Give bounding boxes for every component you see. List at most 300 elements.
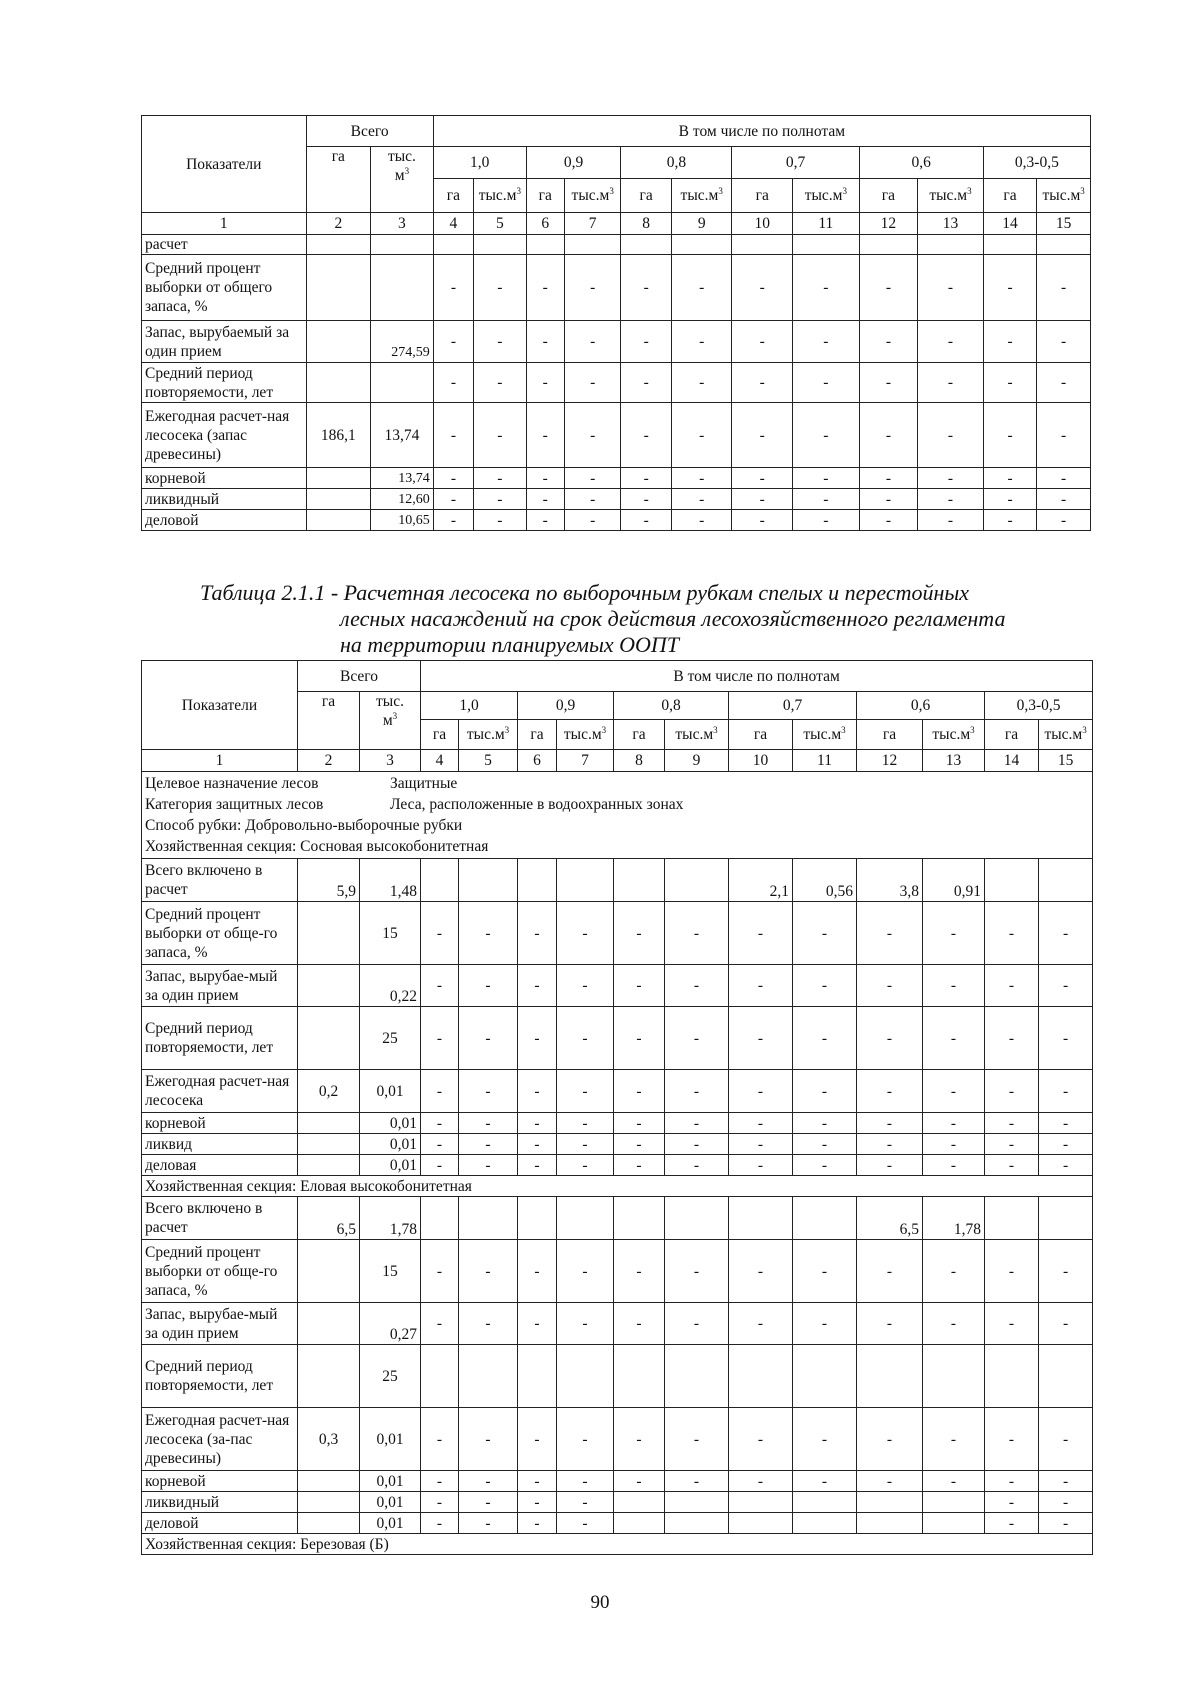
empty-dash: -: [985, 1303, 1039, 1345]
header-ha: га: [518, 720, 557, 750]
empty-dash: -: [732, 363, 793, 403]
table-row: корневой 0,01 - - - - - - - - - - - -: [142, 1471, 1093, 1492]
empty-dash: -: [985, 1408, 1039, 1471]
density-label: 1,0: [433, 147, 526, 179]
empty-dash: -: [614, 902, 665, 965]
header-ha: га: [526, 179, 564, 213]
empty-dash: -: [459, 1492, 518, 1513]
table-header: [142, 116, 1091, 235]
empty-dash: -: [729, 1113, 793, 1134]
empty-dash: -: [564, 468, 621, 489]
empty-dash: -: [1039, 1113, 1093, 1134]
empty-dash: -: [671, 489, 732, 510]
empty-dash: -: [732, 255, 793, 321]
header-ha: га: [298, 692, 360, 750]
empty-dash: -: [474, 321, 526, 363]
empty-dash: -: [671, 510, 732, 531]
caption-line: на территории планируемых ООПТ: [340, 632, 680, 657]
empty-dash: -: [518, 902, 557, 965]
empty-dash: -: [732, 510, 793, 531]
empty-dash: -: [433, 363, 473, 403]
table-row: Всего включено в расчет 5,9 1,48 2,1 0,56 3,8 0,91: [142, 859, 1093, 902]
empty-dash: -: [1039, 902, 1093, 965]
empty-dash: -: [923, 1070, 985, 1113]
empty-dash: -: [433, 321, 473, 363]
density-label: 0,6: [857, 692, 985, 720]
header-total: Всего: [298, 661, 421, 692]
empty-dash: -: [918, 255, 984, 321]
empty-dash: -: [621, 510, 671, 531]
empty-dash: -: [1037, 321, 1091, 363]
empty-dash: -: [474, 468, 526, 489]
header-thous-m3: $тыс.м^3$: [1039, 720, 1093, 750]
empty-dash: -: [985, 1134, 1039, 1155]
empty-dash: -: [459, 965, 518, 1007]
empty-dash: -: [793, 468, 860, 489]
header-ha: га: [306, 147, 371, 213]
empty-dash: -: [518, 1007, 557, 1070]
table-row: расчет: [142, 235, 1091, 255]
empty-dash: -: [729, 1070, 793, 1113]
column-number: 2: [306, 213, 371, 235]
empty-dash: -: [1039, 1240, 1093, 1303]
header-thous-m3: $тыс.м^3$: [474, 179, 526, 213]
empty-dash: -: [614, 1070, 665, 1113]
empty-dash: -: [557, 1492, 614, 1513]
column-number: 12: [857, 750, 923, 772]
table-row: Ежегодная расчет-ная лесосека (запас древесины) 186,1 13,74 - - - - - - - - - - - -: [142, 403, 1091, 468]
table-row: ликвидный 0,01 - - - - - -: [142, 1492, 1093, 1513]
column-number: 6: [526, 213, 564, 235]
empty-dash: -: [614, 1134, 665, 1155]
empty-dash: -: [421, 1007, 459, 1070]
header-total: Всего: [306, 116, 433, 147]
empty-dash: -: [729, 965, 793, 1007]
empty-dash: -: [518, 1303, 557, 1345]
column-number: 2: [298, 750, 360, 772]
empty-dash: -: [564, 363, 621, 403]
empty-dash: -: [1037, 363, 1091, 403]
empty-dash: -: [665, 1007, 729, 1070]
empty-dash: -: [859, 468, 918, 489]
empty-dash: -: [474, 403, 526, 468]
empty-dash: -: [859, 403, 918, 468]
empty-dash: -: [671, 468, 732, 489]
density-label: 0,8: [621, 147, 732, 179]
empty-dash: -: [474, 489, 526, 510]
forest-table-continuation: [141, 115, 1091, 531]
empty-dash: -: [665, 1240, 729, 1303]
empty-dash: -: [433, 468, 473, 489]
column-number: 4: [433, 213, 473, 235]
header-ha: га: [857, 720, 923, 750]
empty-dash: -: [859, 489, 918, 510]
empty-dash: -: [729, 902, 793, 965]
empty-dash: -: [518, 965, 557, 1007]
empty-dash: -: [732, 468, 793, 489]
table-header: [142, 661, 1093, 772]
empty-dash: -: [729, 1007, 793, 1070]
empty-dash: -: [557, 1007, 614, 1070]
empty-dash: -: [923, 1471, 985, 1492]
empty-dash: -: [665, 1155, 729, 1176]
empty-dash: -: [793, 1070, 857, 1113]
empty-dash: -: [983, 363, 1036, 403]
empty-dash: -: [665, 902, 729, 965]
empty-dash: -: [985, 1155, 1039, 1176]
header-thous-m3: $тыс.м^3$: [1037, 179, 1091, 213]
empty-dash: -: [793, 255, 860, 321]
table-row: деловой 0,01 - - - - - -: [142, 1513, 1093, 1534]
empty-dash: -: [923, 965, 985, 1007]
empty-dash: -: [918, 510, 984, 531]
column-number: 15: [1037, 213, 1091, 235]
empty-dash: -: [923, 1113, 985, 1134]
empty-dash: -: [421, 1471, 459, 1492]
density-label: 0,9: [526, 147, 621, 179]
empty-dash: -: [857, 1007, 923, 1070]
table-body: [142, 772, 1093, 1555]
empty-dash: -: [557, 1113, 614, 1134]
empty-dash: -: [732, 321, 793, 363]
empty-dash: -: [923, 1408, 985, 1471]
empty-dash: -: [518, 1113, 557, 1134]
empty-dash: -: [421, 1134, 459, 1155]
column-number: 10: [732, 213, 793, 235]
empty-dash: -: [983, 510, 1036, 531]
empty-dash: -: [665, 1134, 729, 1155]
empty-dash: -: [665, 1303, 729, 1345]
header-indicators: Показатели: [142, 661, 298, 750]
empty-dash: -: [564, 403, 621, 468]
empty-dash: -: [518, 1408, 557, 1471]
empty-dash: -: [985, 1492, 1039, 1513]
empty-dash: -: [793, 965, 857, 1007]
empty-dash: -: [1037, 403, 1091, 468]
header-ha: га: [433, 179, 473, 213]
empty-dash: -: [526, 255, 564, 321]
empty-dash: -: [985, 1240, 1039, 1303]
column-number: 12: [859, 213, 918, 235]
density-label: 0,8: [614, 692, 729, 720]
empty-dash: -: [857, 1408, 923, 1471]
empty-dash: -: [671, 255, 732, 321]
empty-dash: -: [459, 1155, 518, 1176]
empty-dash: -: [614, 1155, 665, 1176]
table-row: Запас, вырубаемый за один прием 274,59 - - - - - - - - - - - -: [142, 321, 1091, 363]
empty-dash: -: [614, 1471, 665, 1492]
empty-dash: -: [459, 1007, 518, 1070]
column-number: 8: [621, 213, 671, 235]
empty-dash: -: [518, 1134, 557, 1155]
column-number: 9: [671, 213, 732, 235]
empty-dash: -: [564, 489, 621, 510]
column-number: 10: [729, 750, 793, 772]
empty-dash: -: [665, 1471, 729, 1492]
column-number: 15: [1039, 750, 1093, 772]
empty-dash: -: [1039, 965, 1093, 1007]
caption-line: лесных насаждений на срок действия лесохозяйственного регламента: [340, 606, 1006, 631]
empty-dash: -: [857, 1303, 923, 1345]
empty-dash: -: [459, 1471, 518, 1492]
empty-dash: -: [985, 1007, 1039, 1070]
header-ha: га: [621, 179, 671, 213]
empty-dash: -: [671, 363, 732, 403]
empty-dash: -: [421, 1408, 459, 1471]
empty-dash: -: [421, 1070, 459, 1113]
empty-dash: -: [857, 1113, 923, 1134]
empty-dash: -: [918, 468, 984, 489]
table-row: корневой 13,74 - - - - - - - - - - - -: [142, 468, 1091, 489]
empty-dash: -: [857, 1240, 923, 1303]
empty-dash: -: [985, 902, 1039, 965]
empty-dash: -: [421, 1303, 459, 1345]
empty-dash: -: [421, 1240, 459, 1303]
table-row: Запас, вырубае-мый за один прием 0,27 - - - - - - - - - - - -: [142, 1303, 1093, 1345]
density-label: 1,0: [421, 692, 518, 720]
empty-dash: -: [459, 1113, 518, 1134]
table-row: Всего включено в расчет 6,5 1,78 6,5 1,78: [142, 1197, 1093, 1240]
empty-dash: -: [526, 321, 564, 363]
empty-dash: -: [459, 1134, 518, 1155]
empty-dash: -: [793, 1303, 857, 1345]
empty-dash: -: [459, 1070, 518, 1113]
column-number: 7: [564, 213, 621, 235]
column-number: 14: [983, 213, 1036, 235]
empty-dash: -: [923, 1240, 985, 1303]
empty-dash: -: [793, 1240, 857, 1303]
table-row: деловая 0,01 - - - - - - - - - - - -: [142, 1155, 1093, 1176]
empty-dash: -: [665, 1070, 729, 1113]
table-row: Средний процент выборки от общего запаса, % - - - - - - - - - - - -: [142, 255, 1091, 321]
empty-dash: -: [1037, 489, 1091, 510]
column-number: 8: [614, 750, 665, 772]
column-number: 1: [142, 750, 298, 772]
empty-dash: -: [857, 1155, 923, 1176]
empty-dash: -: [923, 902, 985, 965]
empty-dash: -: [671, 321, 732, 363]
empty-dash: -: [526, 403, 564, 468]
empty-dash: -: [665, 1408, 729, 1471]
empty-dash: -: [857, 1134, 923, 1155]
table-body: [142, 235, 1091, 531]
empty-dash: -: [564, 255, 621, 321]
empty-dash: -: [614, 1240, 665, 1303]
empty-dash: -: [459, 1303, 518, 1345]
empty-dash: -: [793, 1408, 857, 1471]
empty-dash: -: [621, 321, 671, 363]
empty-dash: -: [729, 1408, 793, 1471]
header-ha: га: [859, 179, 918, 213]
empty-dash: -: [526, 363, 564, 403]
empty-dash: -: [923, 1155, 985, 1176]
empty-dash: -: [729, 1155, 793, 1176]
empty-dash: -: [793, 1007, 857, 1070]
table-caption: [200, 580, 1100, 658]
column-number: 9: [665, 750, 729, 772]
column-number: 7: [557, 750, 614, 772]
empty-dash: -: [421, 902, 459, 965]
empty-dash: -: [983, 468, 1036, 489]
header-by-density: В том числе по полнотам: [421, 661, 1093, 692]
empty-dash: -: [729, 1240, 793, 1303]
empty-dash: -: [421, 1113, 459, 1134]
empty-dash: -: [621, 489, 671, 510]
density-label: 0,6: [859, 147, 983, 179]
empty-dash: -: [526, 468, 564, 489]
empty-dash: -: [857, 902, 923, 965]
empty-dash: -: [433, 510, 473, 531]
empty-dash: -: [557, 1303, 614, 1345]
header-ha: га: [614, 720, 665, 750]
empty-dash: -: [518, 1070, 557, 1113]
header-thous-m3: тыс. $м^3$: [371, 147, 434, 213]
empty-dash: -: [474, 363, 526, 403]
section-row: Хозяйственная секция: Еловая высокобонитетная: [142, 1176, 1093, 1197]
empty-dash: -: [474, 255, 526, 321]
empty-dash: -: [1039, 1070, 1093, 1113]
empty-dash: -: [985, 1513, 1039, 1534]
empty-dash: -: [621, 468, 671, 489]
empty-dash: -: [793, 403, 860, 468]
column-number: 11: [793, 750, 857, 772]
empty-dash: -: [918, 321, 984, 363]
empty-dash: -: [985, 965, 1039, 1007]
header-thous-m3: $тыс.м^3$: [459, 720, 518, 750]
empty-dash: -: [793, 363, 860, 403]
empty-dash: -: [923, 1303, 985, 1345]
empty-dash: -: [665, 965, 729, 1007]
page-number: 90: [590, 1592, 610, 1613]
empty-dash: -: [793, 489, 860, 510]
empty-dash: -: [564, 510, 621, 531]
caption-line: Таблица 2.1.1 - Расчетная лесосека по выборочным рубкам спелых и перестойных: [200, 580, 970, 605]
empty-dash: -: [614, 1007, 665, 1070]
empty-dash: -: [557, 1240, 614, 1303]
column-number: 6: [518, 750, 557, 772]
empty-dash: -: [459, 1408, 518, 1471]
column-number: 3: [360, 750, 421, 772]
empty-dash: -: [1039, 1513, 1093, 1534]
table-row: Средний процент выборки от обще-го запаса, % 15 - - - - - - - - - - - -: [142, 902, 1093, 965]
empty-dash: -: [793, 321, 860, 363]
table-row: Средний период повторяемости, лет 25 - - - - - - - - - - - -: [142, 1007, 1093, 1070]
empty-dash: -: [1039, 1471, 1093, 1492]
table-row: Ежегодная расчет-ная лесосека 0,2 0,01 - - - - - - - - - - - -: [142, 1070, 1093, 1113]
header-ha: га: [729, 720, 793, 750]
header-thous-m3: $тыс.м^3$: [564, 179, 621, 213]
empty-dash: -: [526, 489, 564, 510]
empty-dash: -: [421, 1513, 459, 1534]
header-ha: га: [732, 179, 793, 213]
empty-dash: -: [793, 1471, 857, 1492]
empty-dash: -: [557, 965, 614, 1007]
empty-dash: -: [729, 1303, 793, 1345]
table-row: ликвид 0,01 - - - - - - - - - - - -: [142, 1134, 1093, 1155]
table-row: корневой 0,01 - - - - - - - - - - - -: [142, 1113, 1093, 1134]
empty-dash: -: [793, 902, 857, 965]
section-row: Хозяйственная секция: Березовая (Б): [142, 1534, 1093, 1555]
empty-dash: -: [459, 1240, 518, 1303]
header-thous-m3: $тыс.м^3$: [557, 720, 614, 750]
empty-dash: -: [859, 510, 918, 531]
empty-dash: -: [621, 363, 671, 403]
header-by-density: В том числе по полнотам: [433, 116, 1090, 147]
empty-dash: -: [557, 1471, 614, 1492]
column-number: 5: [474, 213, 526, 235]
empty-dash: -: [857, 1471, 923, 1492]
empty-dash: -: [474, 510, 526, 531]
empty-dash: -: [526, 510, 564, 531]
empty-dash: -: [433, 403, 473, 468]
empty-dash: -: [621, 403, 671, 468]
empty-dash: -: [729, 1471, 793, 1492]
empty-dash: -: [859, 255, 918, 321]
empty-dash: -: [983, 489, 1036, 510]
column-number: 14: [985, 750, 1039, 772]
empty-dash: -: [729, 1134, 793, 1155]
intro-block: Целевое назначение лесов Защитные Категория защитных лесов Леса, расположенные в водоохранных зонах Способ рубки: Добровольно-выборочные рубки Хозяйственная секция: Сосновая высокобонитетная: [142, 772, 1093, 859]
column-number: 3: [371, 213, 434, 235]
forest-cutting-table: [141, 660, 1093, 1555]
header-thous-m3: $тыс.м^3$: [665, 720, 729, 750]
empty-dash: -: [732, 403, 793, 468]
empty-dash: -: [918, 403, 984, 468]
header-indicators: Показатели: [142, 116, 307, 213]
empty-dash: -: [614, 1303, 665, 1345]
empty-dash: -: [983, 321, 1036, 363]
empty-dash: -: [793, 1155, 857, 1176]
table-row: Запас, вырубае-мый за один прием 0,22 - - - - - - - - - - - -: [142, 965, 1093, 1007]
empty-dash: -: [665, 1113, 729, 1134]
empty-dash: -: [433, 255, 473, 321]
empty-dash: -: [1037, 255, 1091, 321]
empty-dash: -: [459, 1513, 518, 1534]
empty-dash: -: [557, 1134, 614, 1155]
table-row: ликвидный 12,60 - - - - - - - - - - - -: [142, 489, 1091, 510]
empty-dash: -: [614, 965, 665, 1007]
empty-dash: -: [793, 1113, 857, 1134]
table-row: деловой 10,65 - - - - - - - - - - - -: [142, 510, 1091, 531]
empty-dash: -: [857, 965, 923, 1007]
density-label: 0,7: [729, 692, 857, 720]
header-thous-m3: $тыс.м^3$: [793, 179, 860, 213]
empty-dash: -: [1039, 1007, 1093, 1070]
empty-dash: -: [557, 902, 614, 965]
header-ha: га: [421, 720, 459, 750]
header-ha: га: [983, 179, 1036, 213]
header-ha: га: [985, 720, 1039, 750]
empty-dash: -: [859, 321, 918, 363]
empty-dash: -: [923, 1134, 985, 1155]
empty-dash: -: [859, 363, 918, 403]
empty-dash: -: [1039, 1134, 1093, 1155]
empty-dash: -: [983, 403, 1036, 468]
header-thous-m3: $тыс.м^3$: [793, 720, 857, 750]
column-number: 11: [793, 213, 860, 235]
empty-dash: -: [557, 1155, 614, 1176]
empty-dash: -: [793, 1134, 857, 1155]
column-number: 5: [459, 750, 518, 772]
empty-dash: -: [459, 902, 518, 965]
empty-dash: -: [793, 510, 860, 531]
empty-dash: -: [923, 1007, 985, 1070]
empty-dash: -: [557, 1408, 614, 1471]
empty-dash: -: [1037, 468, 1091, 489]
empty-dash: -: [1039, 1492, 1093, 1513]
empty-dash: -: [557, 1513, 614, 1534]
table-row: Ежегодная расчет-ная лесосека (за-пас древесины) 0,3 0,01 - - - - - - - - - - - -: [142, 1408, 1093, 1471]
